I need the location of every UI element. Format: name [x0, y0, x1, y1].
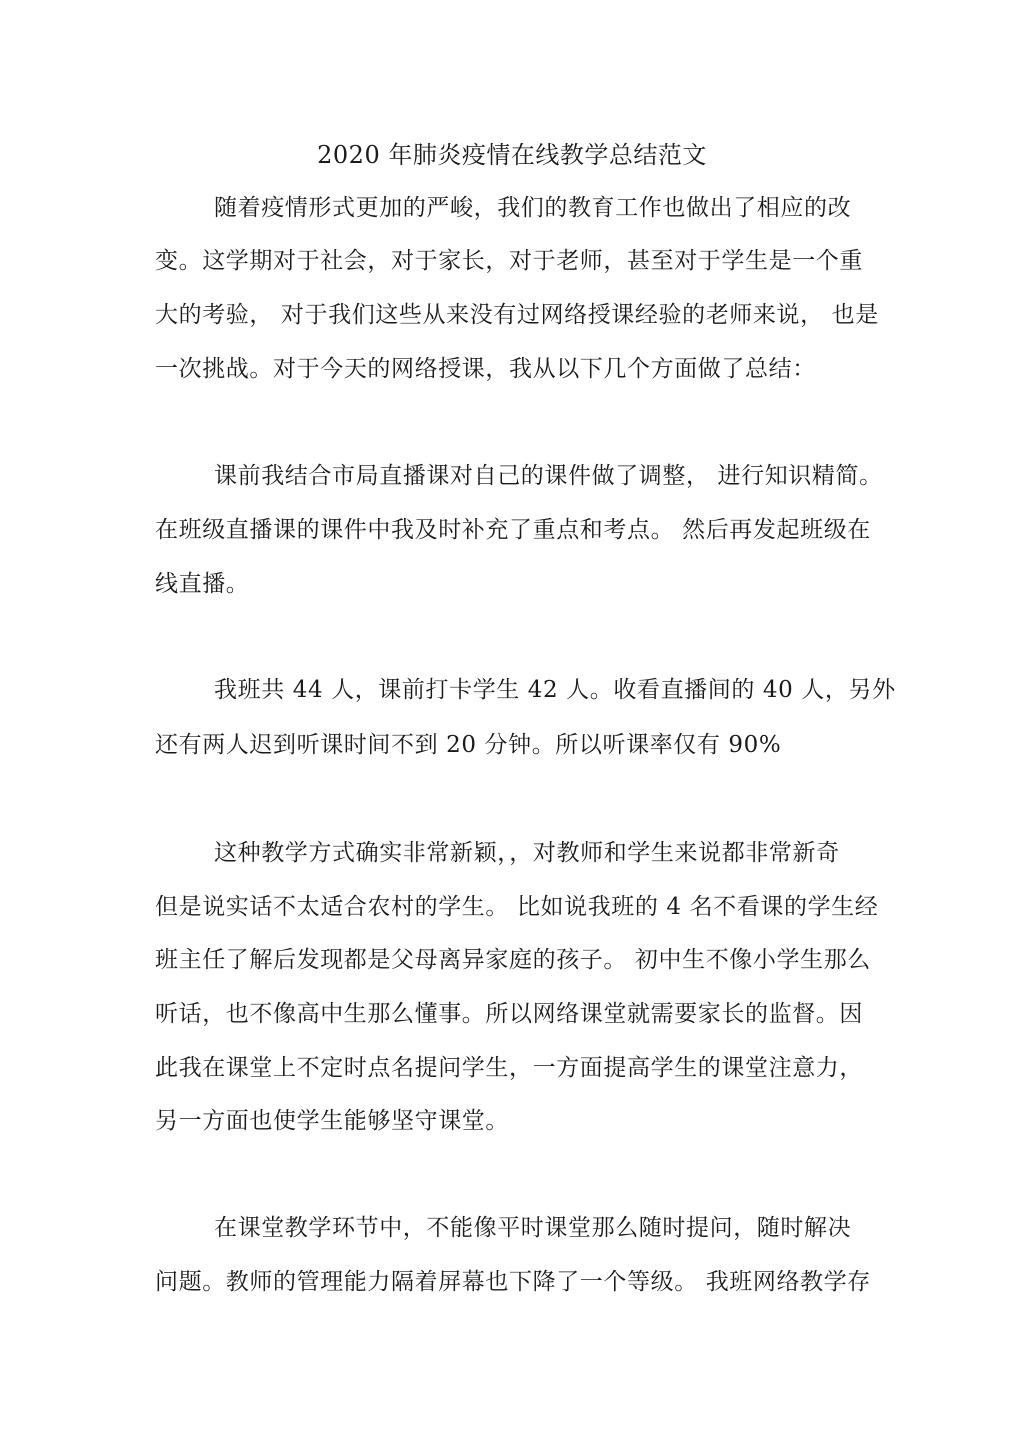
- text-line: 另一方面也使学生能够坚守课堂。: [155, 1108, 509, 1134]
- text-line: 随着疫情形式更加的严峻，我们的教育工作也做出了相应的改: [214, 195, 852, 221]
- text-line: 在课堂教学环节中，不能像平时课堂那么随时提问，随时解决: [214, 1215, 852, 1241]
- text-line: 班主任了解后发现都是父母离异家庭的孩子。 初中生不像小学生那么: [155, 947, 871, 973]
- text-line: 听话，也不像高中生那么懂事。所以网络课堂就需要家长的监督。因: [155, 1001, 863, 1027]
- text-line: 变。这学期对于社会，对于家长，对于老师，甚至对于学生是一个重: [155, 248, 863, 274]
- text-line: 大的考验， 对于我们这些从来没有过网络授课经验的老师来说， 也是: [155, 302, 879, 328]
- text-line: 但是说实话不太适合农村的学生。 比如说我班的 4 名不看课的学生经: [155, 894, 879, 920]
- text-line: 此我在课堂上不定时点名提问学生，一方面提高学生的课堂注意力，: [155, 1055, 863, 1081]
- document-title: 2020 年肺炎疫情在线教学总结范文: [317, 141, 707, 169]
- text-line: 课前我结合市局直播课对自己的课件做了调整， 进行知识精简。: [214, 463, 883, 489]
- text-line: 线直播。: [155, 571, 250, 597]
- text-line: 问题。教师的管理能力隔着屏幕也下降了一个等级。 我班网络教学存: [155, 1269, 871, 1295]
- text-line: 我班共 44 人，课前打卡学生 42 人。收看直播间的 40 人，另外: [214, 677, 896, 703]
- text-line: 在班级直播课的课件中我及时补充了重点和考点。 然后再发起班级在: [155, 517, 871, 543]
- text-line: 一次挑战。对于今天的网络授课，我从以下几个方面做了总结：: [155, 356, 816, 382]
- text-line: 还有两人迟到听课时间不到 20 分钟。所以听课率仅有 90%: [155, 732, 782, 758]
- text-line: 这种教学方式确实非常新颖，，对教师和学生来说都非常新奇: [214, 840, 840, 866]
